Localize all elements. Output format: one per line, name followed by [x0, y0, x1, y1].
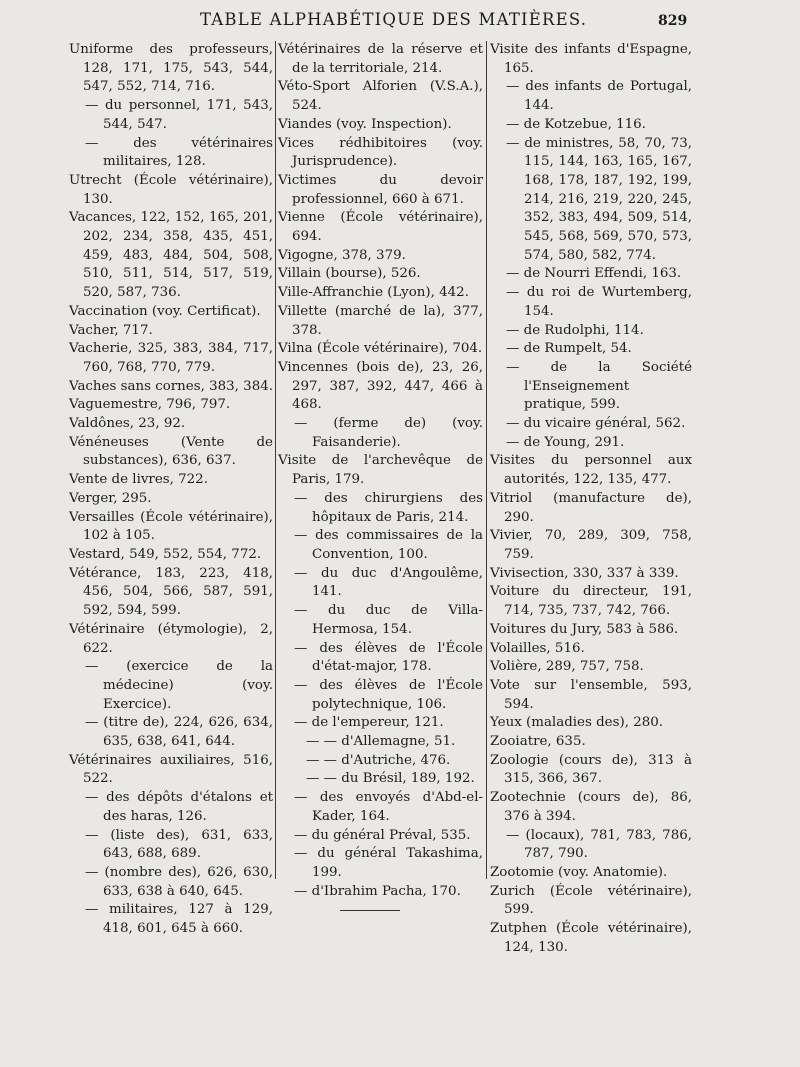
- index-subentry: — (titre de), 224, 626, 634, 635, 638, 641, 644.: [85, 715, 273, 750]
- index-subentry: — du général Takashima, 199.: [294, 846, 483, 880]
- index-entry: Vétérinaires de la réserve et de la territoriale, 214.: [278, 42, 483, 76]
- index-entry: Vote sur l'ensemble, 593, 594.: [490, 677, 692, 712]
- index-entry: Valdônes, 23, 92.: [69, 416, 186, 432]
- index-subentry: — des envoyés d'Abd-el-Kader, 164.: [294, 790, 483, 824]
- index-subentry: — des chirurgiens des hôpitaux de Paris, 214.: [294, 490, 483, 525]
- index-column-1: [69, 41, 273, 939]
- index-subentry: — du duc d'Angoulême, 141.: [294, 565, 483, 600]
- index-entry: Zutphen (École vétérinaire), 124, 130.: [490, 921, 692, 955]
- index-entry: Visite de l'archevêque de Paris, 179.: [278, 453, 483, 488]
- index-entry: Zooiatre, 635.: [490, 734, 586, 750]
- index-subentry: — des dépôts d'étalons et des haras, 126.: [85, 790, 273, 824]
- index-subentry: — des vétérinaires militaires, 128.: [85, 135, 273, 170]
- index-column-2: [278, 41, 483, 901]
- index-subentry: — d'Ibrahim Pacha, 170.: [294, 883, 461, 899]
- index-subentry: — de l'empereur, 121.: [294, 715, 444, 731]
- index-entry: Uniforme des professeurs, 128, 171, 175, 543, 544, 547, 552, 714, 716.: [69, 42, 273, 95]
- index-subentry: — de Kotzebue, 116.: [506, 116, 646, 132]
- index-entry: Vacher, 717.: [69, 322, 153, 338]
- column-divider: [275, 41, 276, 879]
- index-entry: Zoologie (cours de), 313 à 315, 366, 367.: [490, 752, 692, 787]
- index-subentry: — (liste des), 631, 633, 643, 688, 689.: [85, 827, 273, 862]
- index-entry: Vaches sans cornes, 383, 384.: [69, 378, 273, 394]
- index-subentry: — des élèves de l'École d'état-major, 178.: [294, 640, 483, 675]
- index-subentry: — du personnel, 171, 543, 544, 547.: [85, 98, 273, 132]
- index-entry: Vincennes (bois de), 23, 26, 297, 387, 392, 447, 466 à 468.: [278, 359, 483, 413]
- index-entry: Vacherie, 325, 383, 384, 717, 760, 768, 770, 779.: [69, 341, 273, 375]
- index-subentry: — du général Préval, 535.: [294, 827, 471, 843]
- index-entry: Vétérinaires auxiliaires, 516, 522.: [69, 752, 273, 787]
- index-subentry: — de Rudolphi, 114.: [506, 322, 644, 338]
- index-subentry: — du roi de Wurtemberg, 154.: [506, 285, 692, 319]
- index-entry: Vivier, 70, 289, 309, 758, 759.: [490, 528, 692, 562]
- index-entry: Utrecht (École vétérinaire), 130.: [69, 172, 273, 207]
- index-entry: Vitriol (manufacture de), 290.: [490, 490, 692, 525]
- index-entry: Victimes du devoir professionnel, 660 à 671.: [278, 172, 483, 207]
- index-entry: Zootomie (voy. Anatomie).: [490, 864, 668, 880]
- index-entry: Vaguemestre, 796, 797.: [69, 397, 231, 413]
- index-subentry: — (exercice de la médecine) (voy. Exercice).: [85, 659, 273, 712]
- column-divider: [486, 41, 487, 879]
- index-subentry: — (locaux), 781, 783, 786, 787, 790.: [506, 827, 692, 862]
- index-entry: Véto-Sport Alforien (V.S.A.), 524.: [278, 79, 483, 114]
- page-header-title: TABLE ALPHABÉTIQUE DES MATIÈRES.: [200, 10, 588, 29]
- index-subentry: — des commissaires de la Convention, 100.: [294, 528, 483, 562]
- index-entry: Volailles, 516.: [490, 640, 585, 656]
- index-subentry: — de la Société l'Enseignement pratique, 599.: [506, 359, 692, 413]
- index-subentry: — — d'Autriche, 476.: [306, 752, 451, 768]
- index-entry: Villain (bourse), 526.: [278, 266, 421, 282]
- index-entry: Vilna (École vétérinaire), 704.: [278, 341, 483, 357]
- index-entry: Viandes (voy. Inspection).: [278, 116, 452, 132]
- index-entry: Voiture du directeur, 191, 714, 735, 737, 742, 766.: [490, 584, 692, 619]
- index-subentry: — — d'Allemagne, 51.: [306, 734, 456, 750]
- index-column-3: [490, 41, 692, 957]
- index-subentry: — (nombre des), 626, 630, 633, 638 à 640, 645.: [85, 864, 273, 899]
- index-entry: Ville-Affranchie (Lyon), 442.: [278, 285, 469, 301]
- index-subentry: — militaires, 127 à 129, 418, 601, 645 à 660.: [85, 902, 273, 937]
- index-entry: Versailles (École vétérinaire), 102 à 105.: [69, 509, 273, 544]
- index-entry: Zootechnie (cours de), 86, 376 à 394.: [490, 790, 692, 824]
- closing-rule: [340, 910, 400, 911]
- index-subentry: — de Nourri Effendi, 163.: [506, 266, 682, 282]
- index-subentry: — du duc de Villa-Hermosa, 154.: [294, 603, 483, 637]
- index-entry: Zurich (École vétérinaire), 599.: [490, 883, 692, 918]
- index-subentry: — des infants de Portugal, 144.: [506, 79, 692, 114]
- index-entry: Vétérinaire (étymologie), 2, 622.: [69, 621, 273, 656]
- index-entry: Voitures du Jury, 583 à 586.: [490, 621, 679, 637]
- index-subentry: — du vicaire général, 562.: [506, 416, 686, 432]
- index-entry: Vices rédhibitoires (voy. Jurisprudence).: [278, 135, 483, 170]
- index-entry: Vaccination (voy. Certificat).: [69, 303, 261, 319]
- index-entry: Visites du personnel aux autorités, 122, 135, 477.: [490, 453, 692, 488]
- index-entry: Vétérance, 183, 223, 418, 456, 504, 566, 587, 591, 592, 594, 599.: [69, 565, 273, 619]
- index-entry: Vente de livres, 722.: [69, 472, 208, 488]
- index-subentry: — (ferme de) (voy. Faisanderie).: [294, 416, 483, 450]
- index-subentry: — de ministres, 58, 70, 73, 115, 144, 163, 165, 167, 168, 178, 187, 192, 199, 214, 216, 219, 220, 245, 352, 383, 494, 509, 514, 545, 568, 569, 570, 573, 574, 580, 582, 774.: [506, 135, 692, 263]
- index-entry: Visite des infants d'Espagne, 165.: [490, 42, 692, 76]
- page-number: 829: [658, 13, 688, 29]
- index-subentry: — — du Brésil, 189, 192.: [306, 771, 475, 787]
- index-subentry: — des élèves de l'École polytechnique, 106.: [294, 677, 483, 712]
- index-entry: Yeux (maladies des), 280.: [490, 715, 664, 731]
- index-entry: Vienne (École vétérinaire), 694.: [278, 210, 483, 245]
- index-entry: Vigogne, 378, 379.: [278, 247, 406, 263]
- index-subentry: — de Rumpelt, 54.: [506, 341, 632, 357]
- index-entry: Vacances, 122, 152, 165, 201, 202, 234, 358, 435, 451, 459, 483, 484, 504, 508, 510, 511, 514, 517, 519, 520, 587, 736.: [69, 210, 273, 301]
- index-entry: Volière, 289, 757, 758.: [490, 659, 644, 675]
- index-entry: Villette (marché de la), 377, 378.: [278, 303, 483, 338]
- index-entry: Vivisection, 330, 337 à 339.: [490, 565, 679, 581]
- index-entry: Vestard, 549, 552, 554, 772.: [69, 546, 262, 562]
- index-subentry: — de Young, 291.: [506, 434, 625, 450]
- index-entry: Vénéneuses (Vente de substances), 636, 637.: [69, 434, 273, 469]
- index-entry: Verger, 295.: [69, 490, 152, 506]
